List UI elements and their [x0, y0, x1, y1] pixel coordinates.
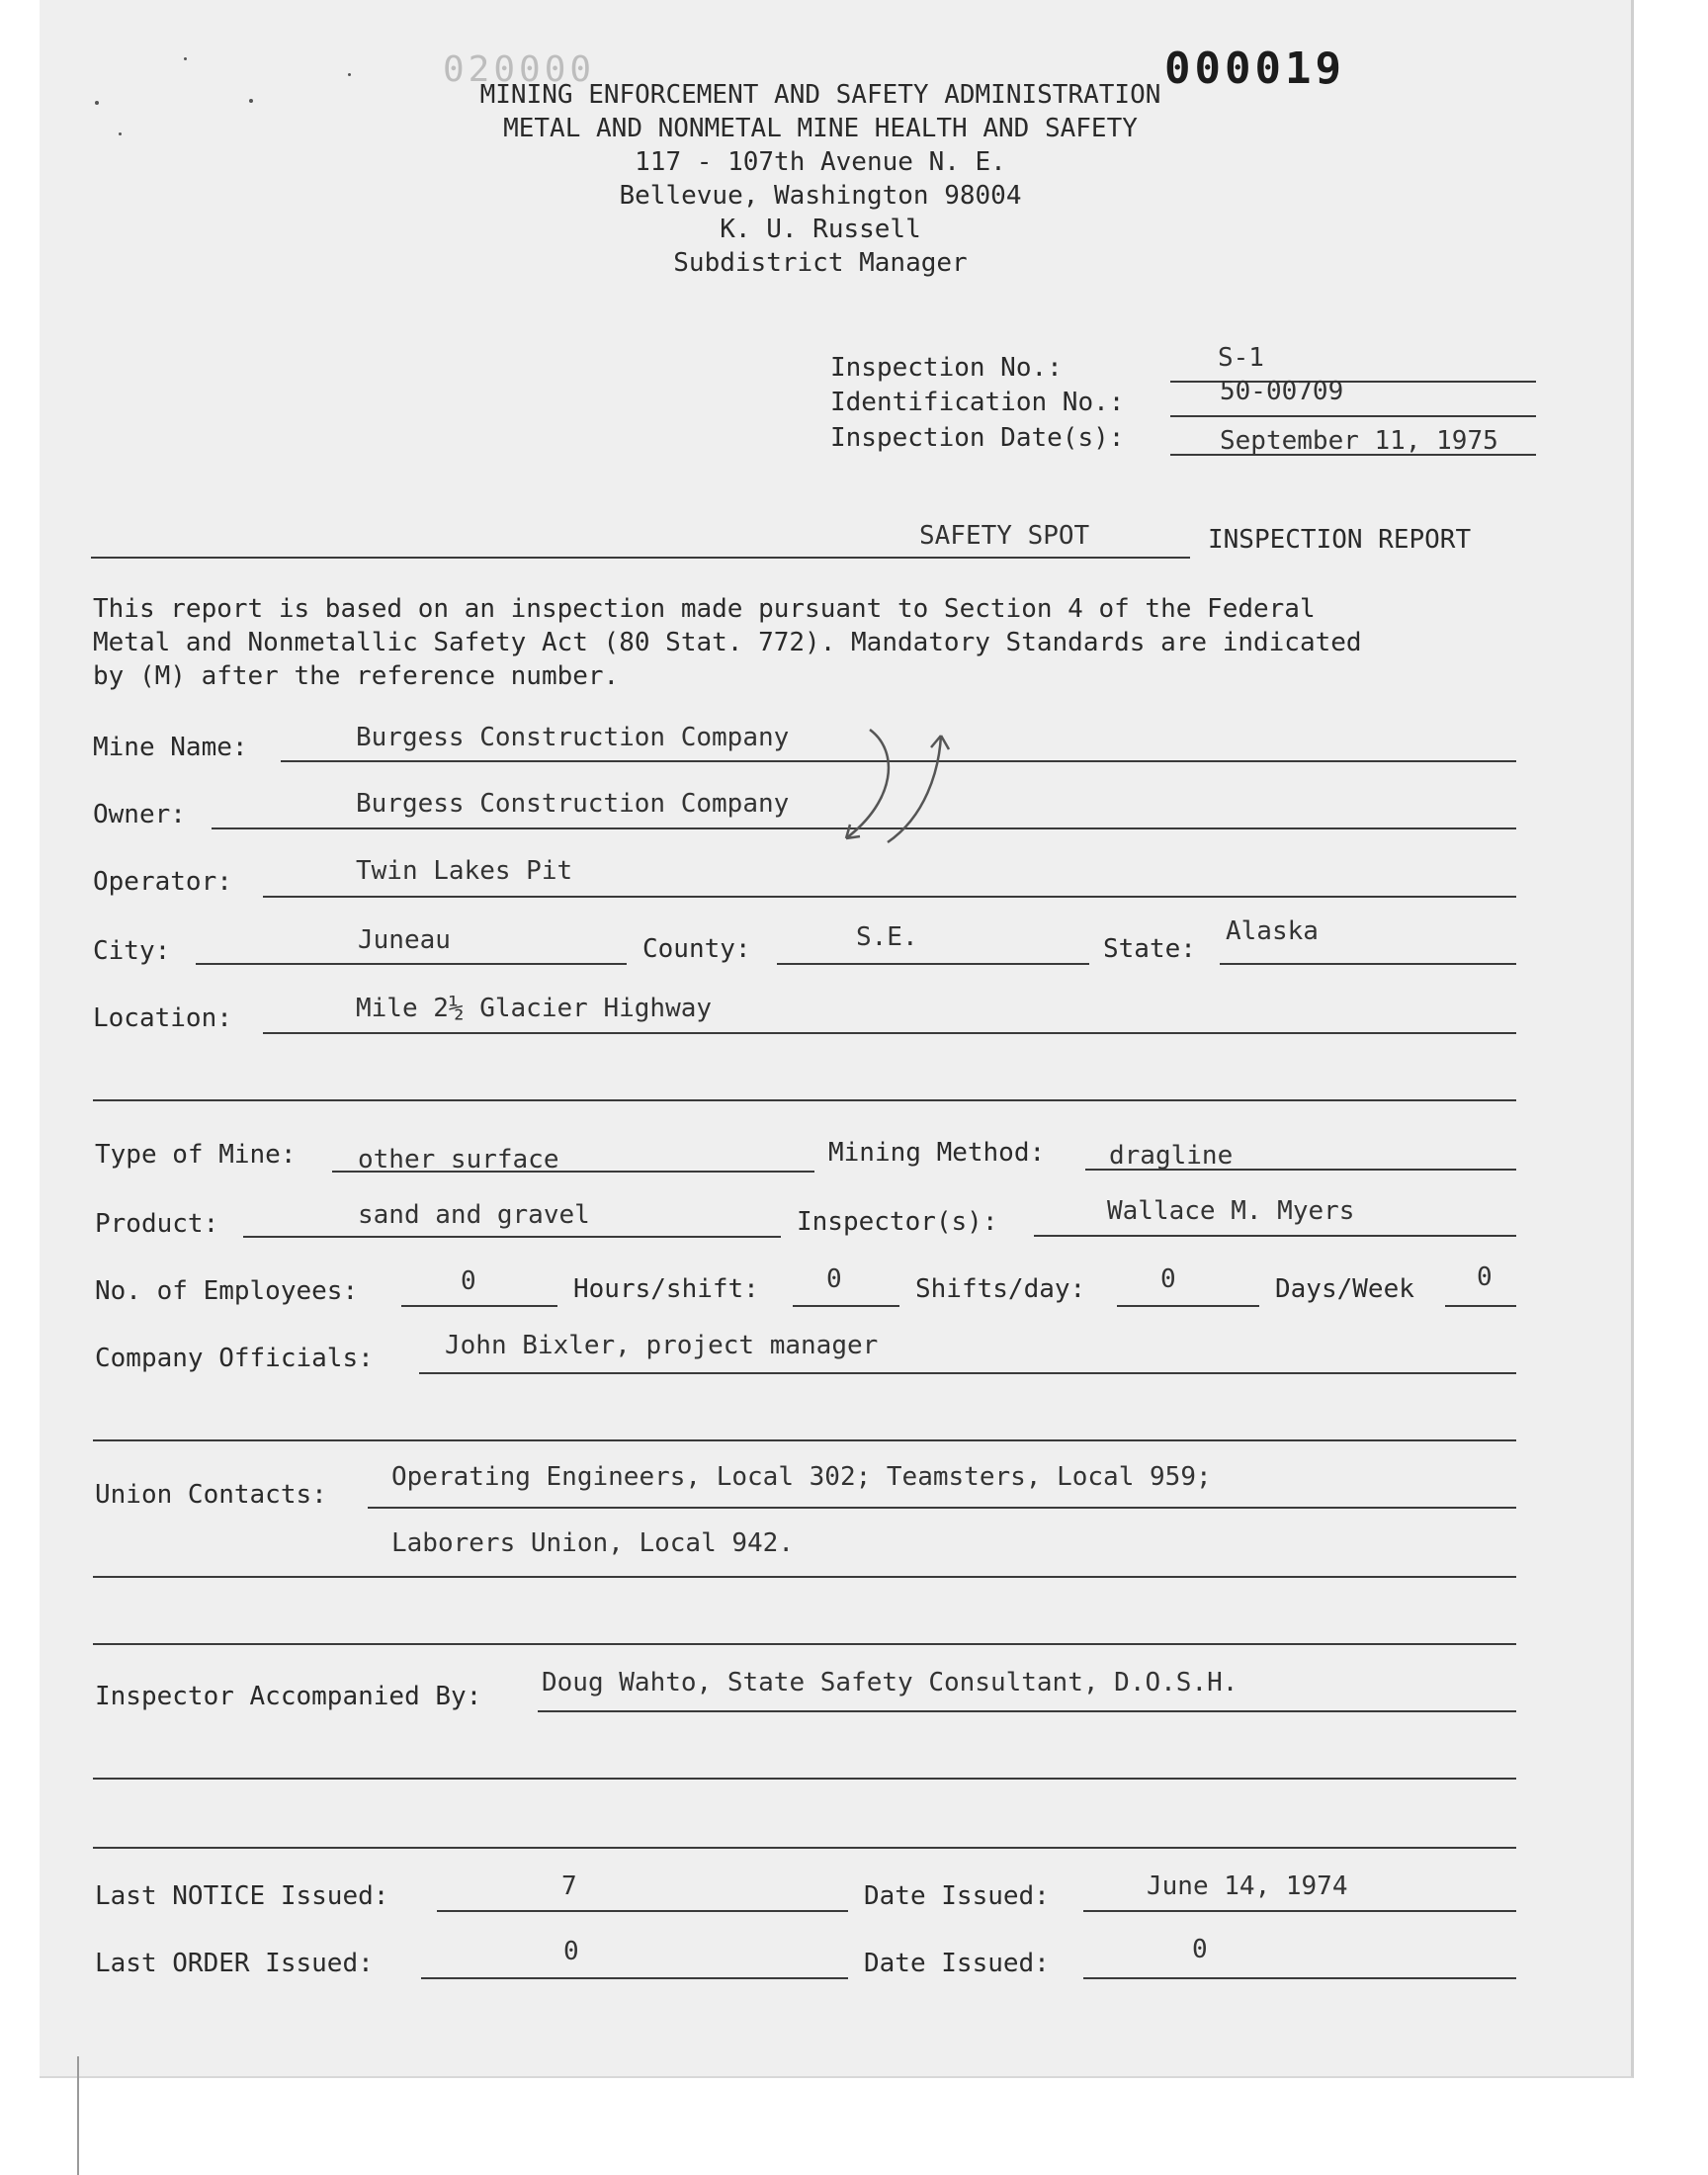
- product-line: [243, 1236, 781, 1238]
- state-label: State:: [1103, 934, 1196, 964]
- owner-label: Owner:: [93, 800, 186, 829]
- shifts-day-label: Shifts/day:: [915, 1274, 1086, 1304]
- accompanied-by-label: Inspector Accompanied By:: [95, 1682, 482, 1711]
- manager-title: Subdistrict Manager: [673, 248, 968, 278]
- accompanied-by-value: Doug Wahto, State Safety Consultant, D.O.S.H.: [542, 1668, 1238, 1697]
- identification-number-line: [1170, 415, 1536, 417]
- union-contacts-line: [368, 1507, 1516, 1509]
- product-value: sand and gravel: [358, 1200, 590, 1230]
- company-officials-label: Company Officials:: [95, 1344, 374, 1373]
- identification-number-value: 50-00709: [1220, 377, 1344, 406]
- inspection-date-value: September 11, 1975: [1220, 426, 1498, 456]
- city-value: Juneau: [358, 925, 451, 955]
- hours-shift-label: Hours/shift:: [573, 1274, 759, 1304]
- scan-speck: [184, 57, 187, 60]
- union-contacts-line-3: [93, 1643, 1516, 1645]
- identification-number-label: Identification No.:: [830, 388, 1125, 417]
- document-stamp-number: 000019: [1164, 44, 1345, 94]
- order-date-label: Date Issued:: [864, 1949, 1050, 1978]
- county-label: County:: [642, 934, 751, 964]
- location-value: Mile 2½ Glacier Highway: [356, 994, 713, 1023]
- days-week-line: [1445, 1305, 1516, 1307]
- address-city: Bellevue, Washington 98004: [619, 181, 1022, 211]
- notice-date-value: June 14, 1974: [1147, 1871, 1348, 1901]
- mine-name-label: Mine Name:: [93, 733, 248, 762]
- scan-speck: [249, 99, 253, 103]
- hours-shift-line: [793, 1305, 899, 1307]
- notice-date-line: [1083, 1910, 1516, 1912]
- ghost-stamp-number: 020000: [443, 49, 596, 90]
- company-officials-value: John Bixler, project manager: [445, 1331, 879, 1360]
- notice-date-label: Date Issued:: [864, 1881, 1050, 1911]
- last-notice-value: 7: [561, 1871, 577, 1901]
- inspection-number-value: S-1: [1218, 343, 1264, 373]
- address-street: 117 - 107th Avenue N. E.: [635, 147, 1006, 177]
- last-order-value: 0: [563, 1937, 579, 1966]
- employees-label: No. of Employees:: [95, 1276, 359, 1306]
- inspector-value: Wallace M. Myers: [1107, 1196, 1355, 1226]
- days-week-label: Days/Week: [1275, 1274, 1414, 1304]
- accompanied-by-line: [538, 1710, 1516, 1712]
- last-notice-line: [437, 1910, 848, 1912]
- shifts-day-value: 0: [1160, 1264, 1176, 1294]
- union-contacts-value-1: Operating Engineers, Local 302; Teamsters, Local 959;: [391, 1462, 1212, 1492]
- manager-name: K. U. Russell: [720, 215, 921, 244]
- inspection-date-line: [1170, 454, 1536, 456]
- union-contacts-label: Union Contacts:: [95, 1480, 327, 1510]
- order-date-value: 0: [1192, 1935, 1208, 1964]
- agency-name: MINING ENFORCEMENT AND SAFETY ADMINISTRATION: [479, 80, 1161, 110]
- intro-line-1: This report is based on an inspection made pursuant to Section 4 of the Federal: [93, 594, 1316, 624]
- inspector-line: [1034, 1235, 1516, 1237]
- document-page: [40, 0, 1634, 2078]
- county-line: [777, 963, 1089, 965]
- intro-line-2: Metal and Nonmetallic Safety Act (80 Stat. 772). Mandatory Standards are indicated: [93, 628, 1362, 657]
- employees-line: [401, 1305, 557, 1307]
- state-line: [1220, 963, 1516, 965]
- state-value: Alaska: [1226, 916, 1319, 946]
- report-type-value: SAFETY SPOT: [919, 521, 1090, 551]
- shifts-day-line: [1117, 1305, 1259, 1307]
- location-line-2: [93, 1099, 1516, 1101]
- county-value: S.E.: [856, 922, 918, 952]
- type-of-mine-value: other surface: [358, 1145, 559, 1174]
- days-week-value: 0: [1477, 1262, 1493, 1292]
- city-line: [196, 963, 627, 965]
- hours-shift-value: 0: [826, 1264, 842, 1294]
- inspector-label: Inspector(s):: [797, 1207, 998, 1237]
- union-contacts-line-2: [93, 1576, 1516, 1578]
- scan-speck: [119, 132, 122, 135]
- type-of-mine-label: Type of Mine:: [95, 1140, 297, 1170]
- mine-name-value: Burgess Construction Company: [356, 723, 790, 752]
- inspection-number-label: Inspection No.:: [830, 353, 1063, 383]
- employees-value: 0: [461, 1266, 476, 1296]
- operator-label: Operator:: [93, 867, 232, 897]
- swap-arrows-icon: [830, 722, 969, 850]
- type-of-mine-line: [332, 1171, 814, 1173]
- owner-value: Burgess Construction Company: [356, 789, 790, 819]
- report-type-line: [91, 557, 1190, 559]
- mining-method-value: dragline: [1109, 1141, 1234, 1171]
- division-name: METAL AND NONMETAL MINE HEALTH AND SAFETY: [503, 114, 1138, 143]
- last-order-label: Last ORDER Issued:: [95, 1949, 374, 1978]
- mining-method-line: [1085, 1169, 1516, 1171]
- scan-speck: [95, 101, 99, 105]
- location-label: Location:: [93, 1003, 232, 1033]
- city-label: City:: [93, 936, 171, 966]
- report-type-suffix: INSPECTION REPORT: [1208, 525, 1472, 555]
- inspection-date-label: Inspection Date(s):: [830, 423, 1125, 453]
- operator-line: [263, 896, 1516, 898]
- last-notice-label: Last NOTICE Issued:: [95, 1881, 389, 1911]
- accompanied-by-line-2: [93, 1778, 1516, 1780]
- location-line: [263, 1032, 1516, 1034]
- intro-line-3: by (M) after the reference number.: [93, 661, 620, 691]
- union-contacts-value-2: Laborers Union, Local 942.: [391, 1528, 794, 1558]
- order-date-line: [1083, 1977, 1516, 1979]
- mining-method-label: Mining Method:: [828, 1138, 1046, 1168]
- scan-speck: [348, 73, 351, 76]
- company-officials-line-2: [93, 1439, 1516, 1441]
- accompanied-by-line-3: [93, 1847, 1516, 1849]
- page-edge: [77, 2056, 79, 2175]
- company-officials-line: [419, 1372, 1516, 1374]
- operator-value: Twin Lakes Pit: [356, 856, 573, 886]
- last-order-line: [421, 1977, 848, 1979]
- product-label: Product:: [95, 1209, 219, 1239]
